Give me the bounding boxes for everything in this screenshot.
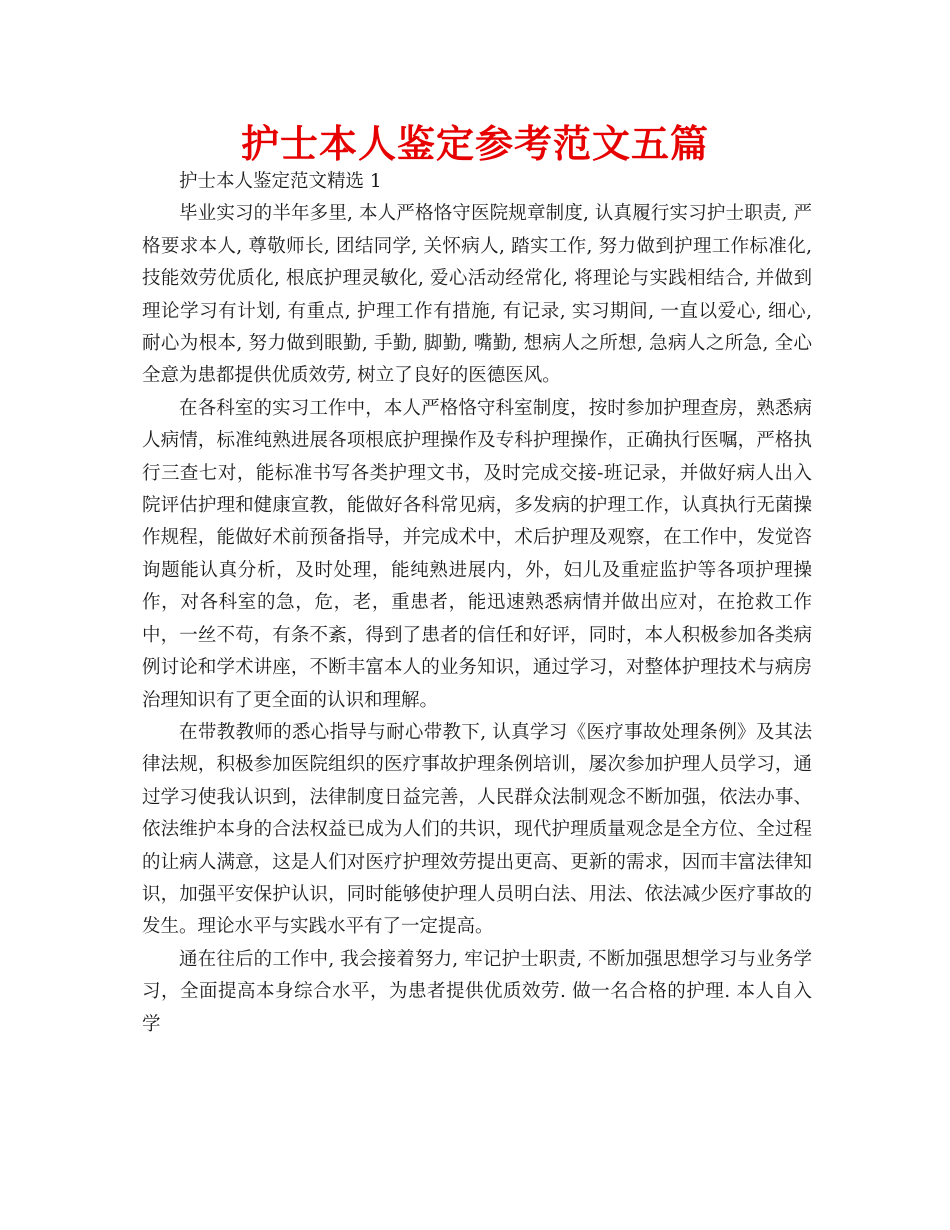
paragraph: 毕业实习的半年多里, 本人严格恪守医院规章制度, 认真履行实习护士职责, 严格要求本人, 尊敬师长, 团结同学, 关怀病人, 踏实工作, 努力做到护理工作标准化, 技能效劳优质化, 根底护理灵敏化, 爱心活动经常化, 将理论与实践相结合, 并做到理论学习有计划, 有重点, 护理工作有措施, 有记录, 实习期间, 一直以爱心, 细心, 耐心为根本, 努力做到眼勤, 手勤, 脚勤, 嘴勤, 想病人之所想, 急病人之所急, 全心全意为患都提供优质效劳, 树立了良好的医德医风。 <box>142 203 812 387</box>
paragraph: 在带教教师的悉心指导与耐心带教下, 认真学习《医疗事故处理条例》及其法律法规，积极参加医院组织的医疗事故护理条例培训，屡次参加护理人员学习，通过学习使我认识到，法律制度日益完善，人民群众法制观念不断加强，依法办事、依法维护本身的合法权益已成为人们的共识，现代护理质量观念是全方位、全过程的让病人满意，这是人们对医疗护理效劳提出更高、更新的需求，因而丰富法律知识，加强平安保护认识，同时能够使护理人员明白法、用法、依法减少医疗事故的发生。理论水平与实践水平有了一定提高。 <box>142 721 812 938</box>
section-heading: 护士本人鉴定范文精选 1 <box>179 171 382 192</box>
document-title: 护士本人鉴定参考范文五篇 <box>240 122 709 166</box>
document-body <box>142 166 812 1041</box>
paragraph: 在各科室的实习工作中，本人严格恪守科室制度，按时参加护理查房，熟悉病人病情，标准纯熟进展各项根底护理操作及专科护理操作，正确执行医嘱，严格执行三查七对，能标准书写各类护理文书，及时完成交接-班记录，并做好病人出入院评估护理和健康宣教，能做好各科常见病，多发病的护理工作，认真执行无菌操作规程，能做好术前预备指导，并完成术中，术后护理及观察，在工作中，发觉咨询题能认真分析，及时处理，能纯熟进展内，外，妇儿及重症监护等各项护理操作，对各科室的急，危，老，重患者，能迅速熟悉病情并做出应对，在抢救工作中，一丝不苟，有条不紊，得到了患者的信任和好评，同时，本人积极参加各类病例讨论和学术讲座，不断丰富本人的业务知识，通过学习，对整体护理技术与病房治理知识有了更全面的认识和理解。 <box>142 397 812 711</box>
paragraph: 通在往后的工作中, 我会接着努力, 牢记护士职责, 不断加强思想学习与业务学习，全面提高本身综合水平，为患者提供优质效劳. 做一名合格的护理. 本人自入学 <box>142 948 812 1035</box>
